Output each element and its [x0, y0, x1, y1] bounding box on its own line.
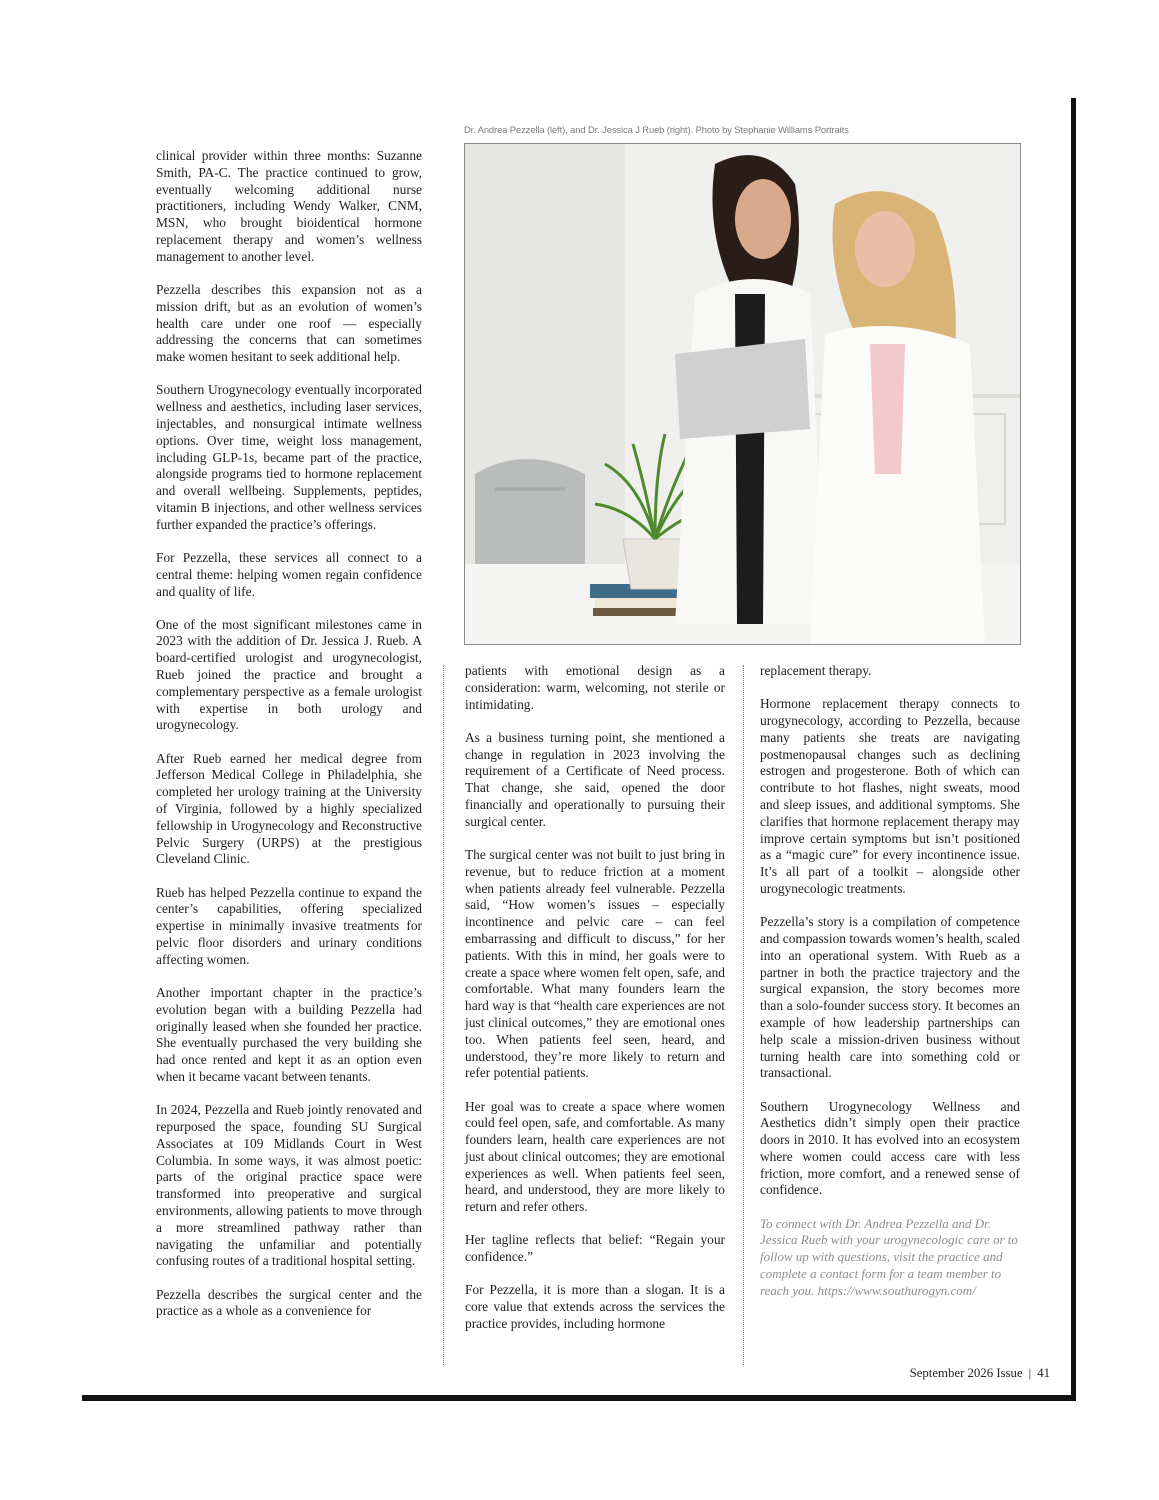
paragraph: For Pezzella, these services all connect to a central theme: helping women regain confidence and quality of life. [156, 549, 422, 599]
paragraph: Her tagline reflects that belief: “Regain your confidence.” [465, 1232, 725, 1265]
paragraph: Pezzella’s story is a compilation of competence and compassion towards women’s health, scaled into an operational system. With Rueb as a partner in both the practice trajectory and the surgical expansion, the story becomes more than a solo-founder success story. It becomes an example of how leadership partnerships can help scale a mission-driven business without turning health care into something cold or transactional. [760, 914, 1020, 1081]
article-column-3 [760, 663, 1020, 1300]
paragraph: Southern Urogynecology eventually incorporated wellness and aesthetics, including laser services, injectables, and nonsurgical intimate wellness options. Over time, weight loss management, including GLP-1s, became part of the practice, alongside programs tied to hormone replacement and overall wellbeing. Supplements, peptides, vitamin B injections, and other wellness services further expanded the practice’s offerings. [156, 382, 422, 532]
page-footer [860, 1366, 1050, 1381]
paragraph: For Pezzella, it is more than a slogan. It is a core value that extends across the services the practice provides, including hormone [465, 1282, 725, 1332]
paragraph: Southern Urogynecology Wellness and Aesthetics didn’t simply open their practice doors in 2010. It has evolved into an ecosystem where women could access care with less friction, more comfort, and a renewed sense of confidence. [760, 1098, 1020, 1198]
photo-caption: Dr. Andrea Pezzella (left), and Dr. Jessica J Rueb (right). Photo by Stephanie Williams Portraits [464, 124, 849, 135]
issue-label: September 2026 Issue [909, 1366, 1023, 1380]
column-divider [743, 665, 744, 1365]
paragraph: Her goal was to create a space where women could feel open, safe, and comfortable. As many founders learn, health care experiences are not just about clinical outcomes; they are emotional experiences as well. When patients feel seen, heard, and understood, they are more likely to return and refer others. [465, 1098, 725, 1215]
column-divider [443, 665, 444, 1365]
page-number: 41 [1037, 1366, 1050, 1380]
paragraph: Rueb has helped Pezzella continue to expand the center’s capabilities, offering specialized expertise in minimally invasive treatments for pelvic floor disorders and urinary conditions affecting women. [156, 884, 422, 967]
footer-separator: | [1028, 1366, 1032, 1380]
paragraph: clinical provider within three months: Suzanne Smith, PA-C. The practice continued to grow, eventually welcoming additional nurse practitioners, including Wendy Walker, CNM, MSN, who brought bioidentical hormone replacement therapy and women’s wellness management to another level. [156, 148, 422, 264]
paragraph: After Rueb earned her medical degree from Jefferson Medical College in Philadelphia, she completed her urology training at the University of Virginia, followed by a highly specialized fellowship in Urogynecology and Reconstructive Pelvic Surgery (URPS) at the prestigious Cleveland Clinic. [156, 750, 422, 867]
article-column-2 [465, 663, 725, 1333]
paragraph: As a business turning point, she mentioned a change in regulation in 2023 involving the requirement of a Certificate of Need process. That change, she said, opened the door financially and operationally to pursuing their surgical center. [465, 729, 725, 829]
article-column-1 [156, 148, 422, 1320]
paragraph: In 2024, Pezzella and Rueb jointly renovated and repurposed the space, founding SU Surgical Associates at 109 Midlands Court in West Columbia. In some ways, it was almost poetic: parts of the original practice space were transformed into preoperative and surgical environments, allowing patients to move through a more streamlined pathway rather than navigating the unfamiliar and potentially confusing routes of a traditional hospital setting. [156, 1102, 422, 1269]
page-edge-shadow-right [1071, 98, 1076, 1400]
paragraph: Pezzella describes this expansion not as a mission drift, but as an evolution of women’s health care under one roof — especially addressing the concerns that can sometimes make women hesitant to seek additional help. [156, 281, 422, 365]
doctors-photo [464, 143, 1021, 645]
paragraph: Pezzella describes the surgical center and the practice as a whole as a convenience for [156, 1286, 422, 1319]
page-edge-shadow-bottom [82, 1395, 1076, 1401]
paragraph: Hormone replacement therapy connects to urogynecology, according to Pezzella, because many patients she treats are navigating postmenopausal changes such as declining estrogen and progesterone. Both of which can contribute to hot flashes, night sweats, mood and sleep issues, and additional symptoms. She clarifies that hormone replacement therapy may improve certain symptoms but isn’t positioned as a “magic cure” for every incontinence issue. It’s all part of a toolkit – alongside other urogynecologic treatments. [760, 696, 1020, 896]
paragraph: patients with emotional design as a consideration: warm, welcoming, not sterile or intimidating. [465, 663, 725, 712]
paragraph: replacement therapy. [760, 663, 872, 678]
paragraph: One of the most significant milestones came in 2023 with the addition of Dr. Jessica J. Rueb. A board-certified urologist and urogynecologist, Rueb joined the practice and brought a complementary perspective as a female urologist with expertise in both urology and urogynecology. [156, 616, 422, 733]
paragraph: The surgical center was not built to just bring in revenue, but to reduce friction at a moment when patients already feel vulnerable. Pezzella said, “How women’s issues – especially incontinence and pelvic care – can feel embarrassing and difficult to discuss,” for her patients. With this in mind, her goals were to create a space where women felt open, safe, and comfortable. What many founders learn the hard way is that “health care experiences are not just clinical outcomes,” they are emotional ones too. When patients feel seen, heard, and understood, they’re more likely to return and refer potential patients. [465, 846, 725, 1081]
paragraph: Another important chapter in the practice’s evolution began with a building Pezzella had originally leased when she founded her practice. She eventually purchased the very building she had once rented and kept it as an option even when it became vacant between tenants. [156, 985, 422, 1084]
contact-note: To connect with Dr. Andrea Pezzella and Dr. Jessica Rueb with your urogynecologic care or to follow up with questions, visit the practice and complete a contact form for a team member to reach you. https://www.southurogyn.com/ [760, 1215, 1018, 1298]
